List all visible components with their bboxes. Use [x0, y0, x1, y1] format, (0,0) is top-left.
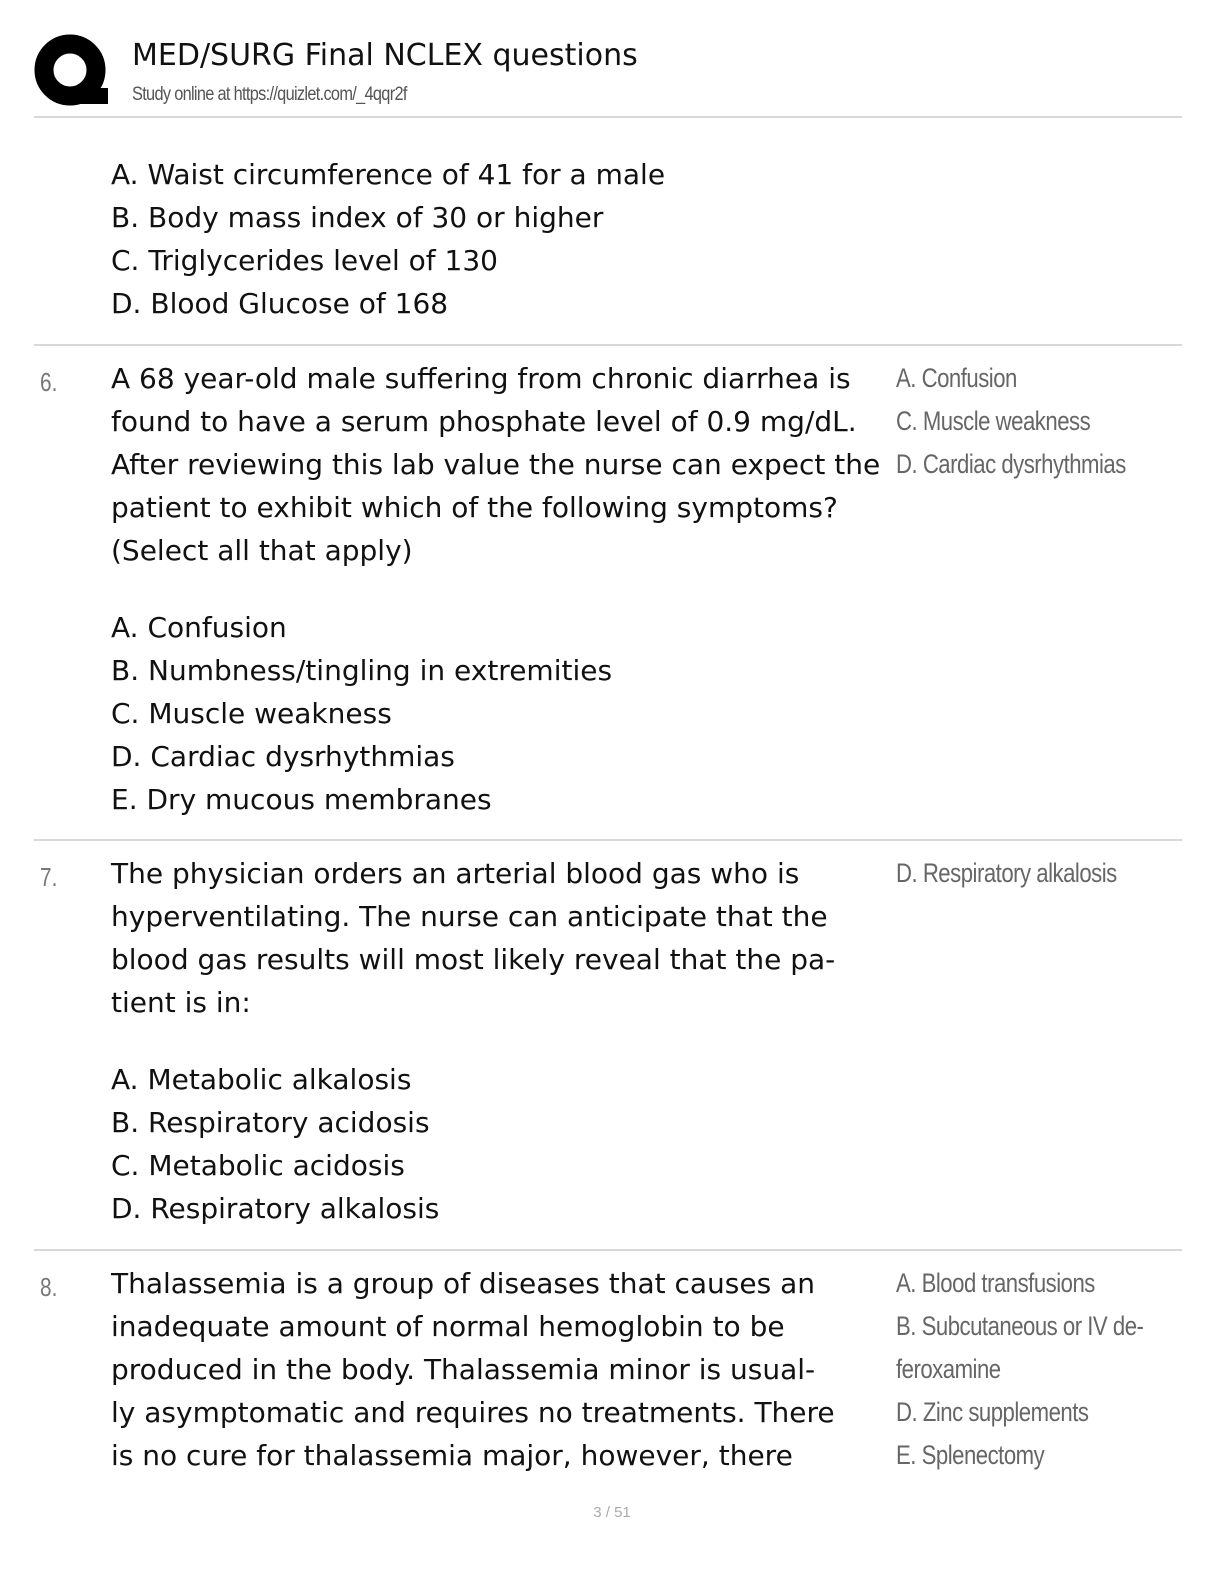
- answer-text: [896, 357, 1126, 486]
- option-line: C. Muscle weakness: [111, 697, 392, 730]
- answer-line: D. Cardiac dysrhythmias: [896, 449, 1126, 479]
- option-line: D. Cardiac dysrhythmias: [111, 740, 455, 773]
- question-line: is no cure for thalassemia major, however, there: [111, 1439, 793, 1472]
- header-divider: [34, 116, 1182, 118]
- question-divider: [34, 344, 1182, 346]
- question-line: The physician orders an arterial blood gas who is: [111, 857, 800, 890]
- answer-line: D. Zinc supplements: [896, 1397, 1089, 1427]
- question-line: ly asymptomatic and requires no treatments. There: [111, 1396, 835, 1429]
- question-divider: [34, 839, 1182, 841]
- question-text: [111, 1262, 891, 1477]
- question-text: [111, 357, 891, 572]
- question-number: 7.: [40, 862, 58, 892]
- document-title: MED/SURG Final NCLEX questions: [132, 38, 638, 73]
- answer-line: feroxamine: [896, 1354, 1001, 1384]
- option-line: B. Respiratory acidosis: [111, 1106, 430, 1139]
- question-text: [111, 852, 891, 1024]
- page-header: [34, 34, 1184, 118]
- option-line: D. Respiratory alkalosis: [111, 1192, 440, 1225]
- answer-options: [111, 606, 612, 821]
- answer-line: C. Muscle weakness: [896, 406, 1091, 436]
- question-line: hyperventilating. The nurse can anticipate that the: [111, 900, 828, 933]
- continued-options: [111, 153, 665, 325]
- question-number: 6.: [40, 367, 58, 397]
- answer-text: [896, 1262, 1143, 1477]
- answer-line: A. Blood transfusions: [896, 1268, 1095, 1298]
- question-line: patient to exhibit which of the following symptoms?: [111, 491, 838, 524]
- question-divider: [34, 1249, 1182, 1251]
- question-line: (Select all that apply): [111, 534, 413, 567]
- question-number: 8.: [40, 1272, 58, 1302]
- question-line: Thalassemia is a group of diseases that causes an: [111, 1267, 815, 1300]
- question-line: produced in the body. Thalassemia minor is usual-: [111, 1353, 816, 1386]
- question-line: tient is in:: [111, 986, 251, 1019]
- option-line: B. Numbness/tingling in extremities: [111, 654, 613, 687]
- answer-line: D. Respiratory alkalosis: [896, 858, 1117, 888]
- answer-line: A. Confusion: [896, 363, 1017, 393]
- option-line: A. Metabolic alkalosis: [111, 1063, 412, 1096]
- question-line: inadequate amount of normal hemoglobin to be: [111, 1310, 785, 1343]
- option-line: D. Blood Glucose of 168: [111, 287, 449, 320]
- question-line: blood gas results will most likely reveal that the pa-: [111, 943, 836, 976]
- page-number: 3 / 51: [593, 1504, 631, 1521]
- option-line: C. Metabolic acidosis: [111, 1149, 405, 1182]
- question-line: found to have a serum phosphate level of 0.9 mg/dL.: [111, 405, 857, 438]
- quizlet-logo-icon: [34, 34, 110, 110]
- answer-line: B. Subcutaneous or IV de-: [896, 1311, 1144, 1341]
- option-line: A. Waist circumference of 41 for a male: [111, 158, 666, 191]
- option-line: E. Dry mucous membranes: [111, 783, 492, 816]
- answer-options: [111, 1058, 439, 1230]
- question-line: A 68 year-old male suffering from chronic diarrhea is: [111, 362, 851, 395]
- answer-line: E. Splenectomy: [896, 1440, 1045, 1470]
- option-line: B. Body mass index of 30 or higher: [111, 201, 604, 234]
- option-line: A. Confusion: [111, 611, 287, 644]
- option-line: C. Triglycerides level of 130: [111, 244, 498, 277]
- answer-text: [896, 852, 1117, 895]
- study-online-link[interactable]: Study online at https://quizlet.com/_4qqr2f: [132, 84, 407, 105]
- question-line: After reviewing this lab value the nurse can expect the: [111, 448, 881, 481]
